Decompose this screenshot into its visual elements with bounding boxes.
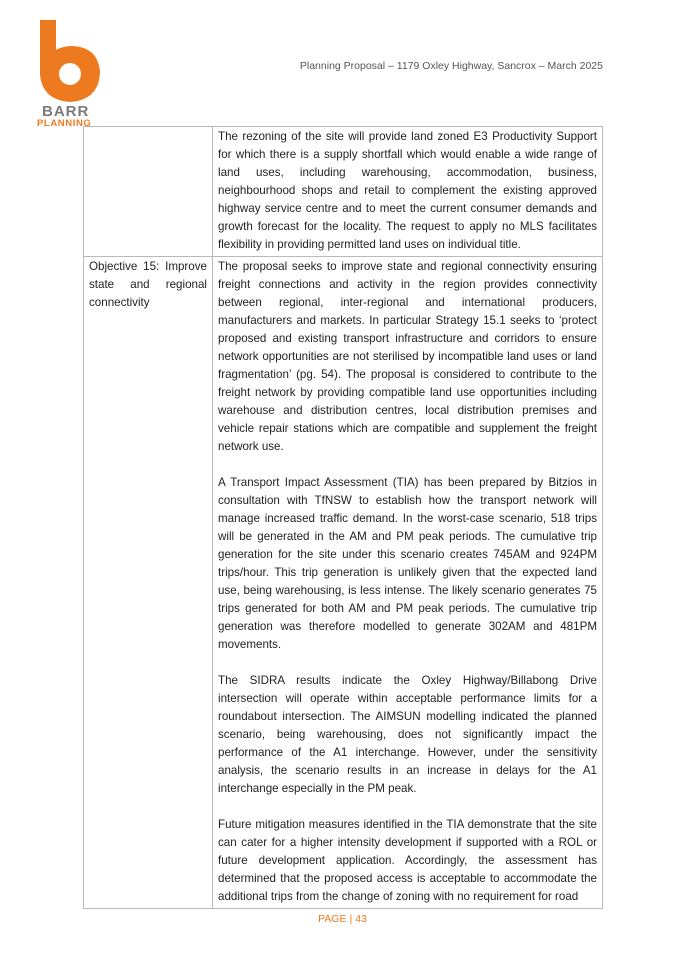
response-paragraph: The SIDRA results indicate the Oxley Highway/Billabong Drive intersection will operate within acceptable performance limits for a roundabout intersection. The AIMSUN modelling indicated the planned scenario, being warehousing, does not significantly impact the performance of the A1 interchange. However, under the sensitivity analysis, the scenario results in an increase in delays for the A1 interchange especially in the PM peak. bbox=[218, 674, 597, 795]
page-number: 43 bbox=[355, 913, 367, 925]
objective-cell bbox=[84, 127, 213, 257]
page-separator: | bbox=[349, 913, 353, 925]
logo-text-barr: BARR bbox=[42, 103, 90, 120]
response-paragraph: Future mitigation measures identified in the TIA demonstrate that the site can cater for a higher intensity development if supported with a ROL or future development application. Accordingly, the assessment has determined that the proposed access is acceptable to accommodate the additional trips from the change of zoning with no requirement for road bbox=[218, 818, 597, 903]
consistency-table bbox=[83, 126, 603, 909]
response-cell bbox=[213, 127, 603, 257]
objective-cell: Objective 15: Improve state and regional connectivity bbox=[84, 257, 213, 909]
response-paragraph: The rezoning of the site will provide land zoned E3 Productivity Support for which there is a supply shortfall which would enable a wide range of land uses, including warehousing, accommodation, business, neighbourhood shops and retail to complement the existing approved highway service centre and to meet the current consumer demands and growth forecast for the locality. The request to apply no MLS facilitates flexibility in providing permitted land uses on individual title. bbox=[218, 130, 597, 251]
page-number-footer bbox=[0, 913, 685, 925]
barr-planning-logo bbox=[30, 18, 110, 128]
table-row bbox=[84, 257, 603, 909]
response-paragraph: The proposal seeks to improve state and regional connectivity ensuring freight connections and activity in the region provides connectivity between regional, inter-regional and international producers, manufacturers and markets. In particular Strategy 15.1 seeks to ‘protect proposed and existing transport infrastructure and corridors to ensure network opportunities are not sterilised by incompatible land uses or land fragmentation’ (pg. 54). The proposal is considered to contribute to the freight network by providing compatible land use opportunities including warehouse and distribution centres, local distribution premises and vehicle repair stations which are compatible and supplement the freight network use. bbox=[218, 260, 597, 453]
response-paragraph: A Transport Impact Assessment (TIA) has been prepared by Bitzios in consultation with TfNSW to establish how the transport network will manage increased traffic demand. In the worst-case scenario, 518 trips will be generated in the AM and PM peak periods. The cumulative trip generation for the site under this scenario creates 745AM and 924PM trips/hour. This trip generation is unlikely given that the expected land use, being warehousing, is less intense. The likely scenario generates 75 trips generated for both AM and PM peak periods. The cumulative trip generation was therefore modelled to generate 302AM and 481PM movements. bbox=[218, 476, 597, 651]
page-label: PAGE bbox=[318, 913, 347, 925]
response-cell bbox=[213, 257, 603, 909]
document-header-title: Planning Proposal – 1179 Oxley Highway, Sancrox – March 2025 bbox=[299, 60, 603, 72]
table-row bbox=[84, 127, 603, 257]
logo-text-planning: PLANNING bbox=[37, 118, 92, 129]
barr-b-logo-icon bbox=[36, 20, 104, 106]
